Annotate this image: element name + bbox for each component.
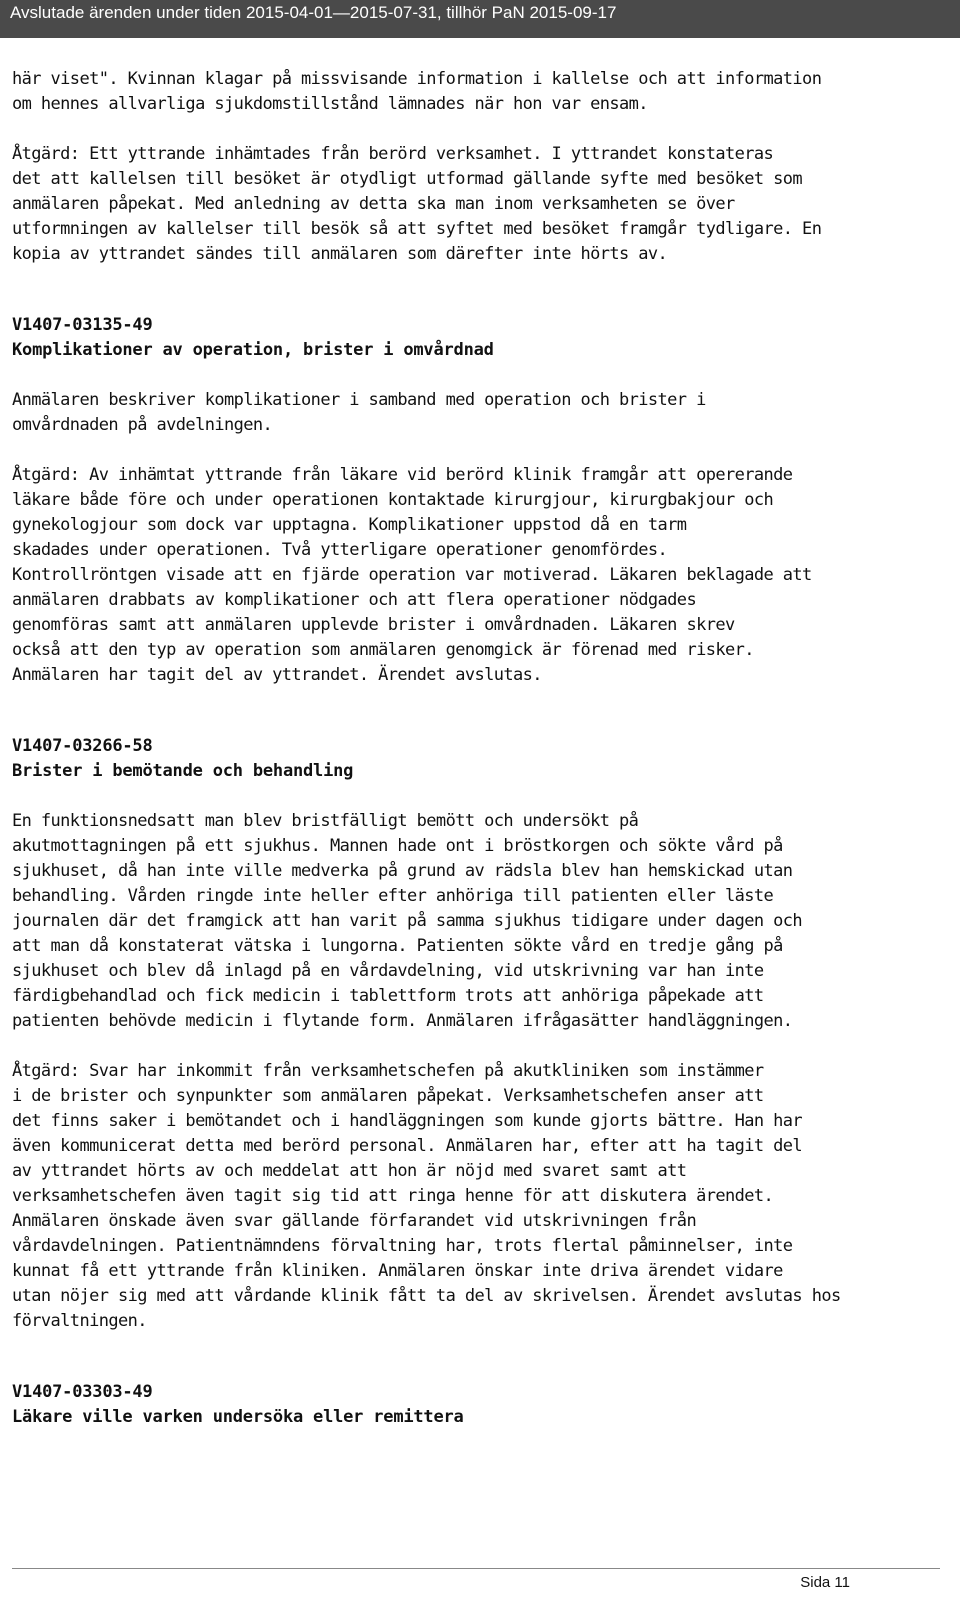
case-title: Läkare ville varken undersöka eller remittera (12, 1407, 464, 1427)
case-action: Åtgärd: Av inhämtat yttrande från läkare vid berörd klinik framgår att opererande läkare både före och under operationen kontaktade kirurgjour, kirurgbakjour och gynekologjour som dock var upptagna. Komplikationer uppstod då en tarm skadades under operationen. Två ytterligare operationer genomfördes. Kontrollröntgen visade att en fjärde operation var motiverad. Läkaren beklagade att anmälaren drabbats av komplikationer och att flera operationer nödgades genomföras samt att anmälaren upplevde brister i omvårdnaden. Läkaren skrev också att den typ av operation som anmälaren genomgick är förenad med risker. Anmälaren har tagit del av yttrandet. Ärendet avslutas. (12, 465, 812, 685)
case-id: V1407-03135-49 (12, 315, 153, 335)
case-id: V1407-03266-58 (12, 736, 153, 756)
page-number: Sida 11 (800, 1574, 850, 1591)
header-title: Avslutade ärenden under tiden 2015-04-01—2015-07-31, tillhör PaN 2015-09-17 (10, 3, 617, 22)
intro-action-paragraph: Åtgärd: Ett yttrande inhämtades från berörd verksamhet. I yttrandet konstateras det att kallelsen till besöket är otydligt utformad gällande syfte med besöket som anmälaren påpekat. Med anledning av detta ska man inom verksamheten se över utformningen av kallelser till besök så att syftet med besöket framgår tydligare. En kopia av yttrandet sändes till anmälaren som därefter inte hörts av. (12, 144, 822, 264)
case-action: Åtgärd: Svar har inkommit från verksamhetschefen på akutkliniken som instämmer i de brister och synpunkter som anmälaren påpekat. Verksamhetschefen anser att det finns saker i bemötandet och i handläggningen som kunde gjorts bättre. Han har även kommunicerat detta med berörd personal. Anmälaren har, efter att ha tagit del av yttrandet hörts av och meddelat att hon är nöjd med svaret samt att verksamhetschefen även tagit sig tid att ringa henne för att diskutera ärendet. Anmälaren önskade även svar gällande förfarandet vid utskrivningen från vårdavdelningen. Patientnämndens förvaltning har, trots flertal påminnelser, inte kunnat få ett yttrande från kliniken. Anmälaren önskar inte driva ärendet vidare utan nöjer sig med att vårdande klinik fått ta del av skrivelsen. Ärendet avslutas hos förvaltningen. (12, 1061, 841, 1331)
case-entry (12, 1380, 932, 1430)
case-entry (12, 313, 932, 688)
case-title: Komplikationer av operation, brister i omvårdnad (12, 340, 494, 360)
footer-divider (12, 1568, 940, 1569)
intro-paragraph: här viset". Kvinnan klagar på missvisande information i kallelse och att information om hennes allvarliga sjukdomstillstånd lämnades när hon var ensam. (12, 69, 822, 114)
case-title: Brister i bemötande och behandling (12, 761, 354, 781)
case-entry (12, 734, 932, 1334)
case-description: En funktionsnedsatt man blev bristfälligt bemött och undersökt på akutmottagningen på ett sjukhus. Mannen hade ont i bröstkorgen och sökte vård på sjukhuset, då han inte ville medverka på grund av rädsla blev han hemskickad utan behandling. Vården ringde inte heller efter anhöriga till patienten eller läste journalen där det framgick att han varit på samma sjukhus tidigare under dagen och att man då konstaterat vätska i lungorna. Patienten sökte vård en tredje gång på sjukhuset och blev då inlagd på en vårdavdelning, vid utskrivning var han inte färdigbehandlad och fick medicin i tablettform trots att anhöriga påpekade att patienten behövde medicin i flytande form. Anmälaren ifrågasätter handläggningen. (12, 811, 803, 1031)
case-description: Anmälaren beskriver komplikationer i samband med operation och brister i omvårdnaden på avdelningen. (12, 390, 706, 435)
case-id: V1407-03303-49 (12, 1382, 153, 1402)
page-header (0, 0, 960, 38)
document-body (12, 67, 932, 1430)
